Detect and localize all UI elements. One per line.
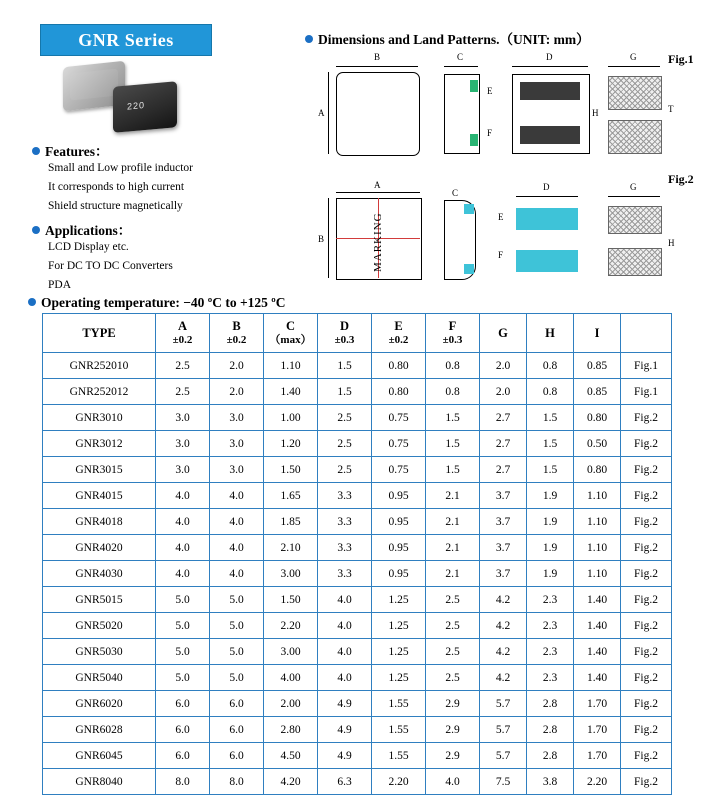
cell-value: 2.1 [426,561,480,587]
cell-value: 2.8 [527,691,574,717]
cell-value: 6.0 [210,691,264,717]
cell-value: 1.55 [372,691,426,717]
applications-item-1: For DC TO DC Converters [48,260,173,272]
table-row [43,353,672,379]
inductor-marking-code: 220 [127,99,146,112]
cell-value: 0.8 [426,379,480,405]
table-row [43,743,672,769]
cell-type: GNR5015 [43,587,156,613]
table-row [43,535,672,561]
cell-value: 1.40 [264,379,318,405]
cell-value: 1.10 [574,483,621,509]
cell-value: 0.75 [372,405,426,431]
table-body [43,353,672,795]
cell-value: 2.00 [264,691,318,717]
cell-value: 0.95 [372,535,426,561]
cell-value: 1.40 [574,587,621,613]
cell-value: 3.3 [318,509,372,535]
cell-value: 1.10 [574,509,621,535]
fig1-dim-f-label: F [487,128,493,138]
cell-value: 3.7 [480,509,527,535]
cell-type: GNR3012 [43,431,156,457]
cell-value: 1.10 [574,535,621,561]
cell-value: 6.0 [156,691,210,717]
cell-value: 1.25 [372,639,426,665]
cell-value: 2.1 [426,509,480,535]
fig2-dim-a-line [336,192,420,193]
cell-value: 2.5 [156,379,210,405]
table-row [43,691,672,717]
cell-value: 4.0 [318,613,372,639]
table-row [43,483,672,509]
cell-figure: Fig.2 [621,639,672,665]
table-row [43,639,672,665]
fig1-dim-d-label: D [546,52,553,62]
cell-value: 1.9 [527,509,574,535]
cell-value: 0.80 [574,457,621,483]
table-row [43,769,672,795]
fig2-pad-bottom [464,264,474,274]
table-row [43,457,672,483]
cell-value: 3.0 [156,405,210,431]
cell-figure: Fig.1 [621,379,672,405]
cell-value: 3.0 [210,405,264,431]
operating-temperature-text: Operating temperature: −40 ºC to +125 ºC [41,295,286,310]
fig2-dim-h-label: H [668,238,675,248]
cell-value: 1.70 [574,691,621,717]
fig2-solder-pad-bottom [608,248,662,276]
cell-value: 4.0 [156,561,210,587]
cell-figure: Fig.2 [621,509,672,535]
cell-value: 4.0 [156,509,210,535]
cell-value: 1.20 [264,431,318,457]
cell-value: 3.0 [210,431,264,457]
fig1-dim-c-label: C [457,52,464,62]
cell-value: 0.80 [372,353,426,379]
cell-figure: Fig.2 [621,691,672,717]
cell-value: 5.0 [210,639,264,665]
header-a-label: A [177,319,188,334]
header-c-tol: （max） [269,333,312,346]
fig2-dim-b-line [328,198,329,278]
fig1-solder-pad-bottom [608,120,662,154]
header-d-label: D [339,319,350,334]
fig1-land-pad-top [520,82,580,100]
cell-value: 1.9 [527,535,574,561]
cell-value: 5.0 [210,665,264,691]
header-e [372,314,426,353]
header-b-label: B [232,319,241,334]
table-header-row [43,314,672,353]
cell-value: 6.3 [318,769,372,795]
fig1-dim-d-line [512,66,588,67]
fig2-dim-c-label: C [452,188,459,198]
inductor-image-dark [113,81,177,133]
cell-value: 1.10 [264,353,318,379]
cell-value: 4.9 [318,743,372,769]
cell-value: 4.9 [318,717,372,743]
cell-value: 0.75 [372,431,426,457]
cell-value: 2.5 [426,639,480,665]
table-row [43,665,672,691]
fig2-dim-a-label: A [374,180,381,190]
cell-value: 2.1 [426,535,480,561]
features-item-2: Shield structure magnetically [48,200,183,212]
cell-value: 3.7 [480,561,527,587]
cell-value: 2.3 [527,613,574,639]
cell-type: GNR252012 [43,379,156,405]
cell-value: 5.0 [210,613,264,639]
cell-value: 4.0 [210,483,264,509]
fig1-label: Fig.1 [668,52,694,66]
features-item-1: It corresponds to high current [48,181,185,193]
fig1-pad-bottom [470,134,478,146]
cell-value: 2.3 [527,665,574,691]
features-item-0: Small and Low profile inductor [48,162,193,174]
fig2-marking-text: MARKING [372,212,384,272]
cell-value: 1.25 [372,613,426,639]
series-title-text: GNR Series [78,29,174,50]
fig1-dim-b-line [336,66,418,67]
cell-value: 2.9 [426,743,480,769]
features-heading [32,140,109,160]
cell-value: 1.55 [372,717,426,743]
header-g [480,314,527,353]
cell-value: 2.9 [426,691,480,717]
bullet-icon [28,298,36,306]
header-b [210,314,264,353]
cell-value: 1.5 [426,405,480,431]
cell-value: 1.65 [264,483,318,509]
fig2-solder-pad-top [608,206,662,234]
table-row [43,509,672,535]
cell-value: 5.7 [480,743,527,769]
header-type-label: TYPE [82,325,116,340]
cell-value: 3.00 [264,561,318,587]
cell-type: GNR5030 [43,639,156,665]
cell-value: 1.40 [574,639,621,665]
fig1-dim-t-label: T [668,104,674,114]
cell-figure: Fig.2 [621,743,672,769]
header-e-label: E [394,319,403,334]
fig2-pad-top [464,204,474,214]
fig1-dim-c-line [444,66,478,67]
cell-value: 2.5 [318,457,372,483]
specification-table [42,313,672,795]
cell-value: 3.3 [318,535,372,561]
fig1-dim-e-label: E [487,86,493,96]
fig1-land-pad-bottom [520,126,580,144]
cell-type: GNR5040 [43,665,156,691]
cell-value: 0.95 [372,483,426,509]
cell-value: 1.25 [372,665,426,691]
cell-value: 6.0 [210,743,264,769]
header-h-label: H [545,325,555,340]
cell-value: 6.0 [210,717,264,743]
table-row [43,561,672,587]
cell-value: 2.20 [264,613,318,639]
cell-value: 2.10 [264,535,318,561]
cell-value: 0.85 [574,379,621,405]
cell-value: 1.25 [372,587,426,613]
fig2-land-pad-bottom [516,250,578,272]
cell-value: 4.0 [156,535,210,561]
fig1-dim-g-line [608,66,660,67]
cell-value: 1.40 [574,665,621,691]
cell-type: GNR4018 [43,509,156,535]
cell-value: 0.85 [574,353,621,379]
cell-value: 2.5 [426,613,480,639]
cell-value: 2.5 [318,431,372,457]
table-row [43,379,672,405]
dimensions-heading [305,28,590,48]
cell-value: 0.95 [372,561,426,587]
cell-value: 4.20 [264,769,318,795]
table-row [43,405,672,431]
header-e-tol: ±0.2 [388,333,409,346]
cell-value: 1.70 [574,717,621,743]
applications-item-0: LCD Display etc. [48,241,129,253]
cell-value: 0.75 [372,457,426,483]
cell-value: 6.0 [156,717,210,743]
header-c-label: C [285,319,296,334]
cell-value: 0.8 [426,353,480,379]
cell-value: 1.70 [574,743,621,769]
cell-value: 4.00 [264,665,318,691]
cell-value: 1.50 [264,457,318,483]
cell-value: 1.5 [426,431,480,457]
cell-value: 5.0 [156,613,210,639]
header-i-label: I [594,325,600,340]
cell-value: 1.5 [527,405,574,431]
fig1-dim-g-label: G [630,52,637,62]
fig2-dim-f-label: F [498,250,504,260]
cell-value: 1.5 [318,379,372,405]
cell-value: 4.9 [318,691,372,717]
header-f [426,314,480,353]
cell-type: GNR3010 [43,405,156,431]
cell-value: 2.3 [527,639,574,665]
cell-value: 2.0 [480,379,527,405]
cell-value: 0.80 [574,405,621,431]
cell-value: 4.0 [156,483,210,509]
fig2-dim-e-label: E [498,212,504,222]
fig1-pad-top [470,80,478,92]
fig1-dim-a-label: A [318,108,325,118]
cell-type: GNR4015 [43,483,156,509]
cell-value: 4.2 [480,613,527,639]
cell-type: GNR4030 [43,561,156,587]
applications-item-2: PDA [48,279,72,291]
cell-value: 1.55 [372,743,426,769]
cell-figure: Fig.2 [621,665,672,691]
cell-value: 2.5 [156,353,210,379]
cell-value: 4.0 [210,509,264,535]
cell-type: GNR3015 [43,457,156,483]
cell-value: 7.5 [480,769,527,795]
header-type [43,314,156,353]
header-b-tol: ±0.2 [226,333,247,346]
bullet-icon [32,147,40,155]
cell-value: 1.5 [426,457,480,483]
cell-value: 2.80 [264,717,318,743]
cell-figure: Fig.2 [621,613,672,639]
cell-value: 2.20 [372,769,426,795]
cell-value: 3.8 [527,769,574,795]
cell-value: 1.40 [574,613,621,639]
fig1-top-view [336,72,420,156]
cell-value: 2.20 [574,769,621,795]
header-a-tol: ±0.2 [172,333,193,346]
applications-heading [32,219,131,239]
fig1-dim-b-label: B [374,52,381,62]
cell-type: GNR252010 [43,353,156,379]
cell-value: 2.0 [210,353,264,379]
cell-value: 5.0 [156,587,210,613]
cell-value: 2.9 [426,717,480,743]
fig1-dim-h-label: H [592,108,599,118]
cell-value: 5.0 [210,587,264,613]
table-row [43,587,672,613]
cell-value: 2.3 [527,587,574,613]
cell-figure: Fig.2 [621,431,672,457]
dimensions-heading-text: Dimensions and Land Patterns.（UNIT: mm） [318,32,590,47]
cell-value: 5.7 [480,691,527,717]
table-row [43,717,672,743]
cell-value: 4.0 [210,535,264,561]
cell-type: GNR8040 [43,769,156,795]
cell-value: 2.5 [426,587,480,613]
features-heading-text: Features： [45,144,109,159]
table-row [43,431,672,457]
cell-value: 6.0 [156,743,210,769]
operating-temperature-line [28,295,286,311]
cell-value: 4.2 [480,665,527,691]
cell-value: 1.85 [264,509,318,535]
cell-value: 2.8 [527,743,574,769]
table-row [43,613,672,639]
header-a [156,314,210,353]
cell-value: 1.5 [318,353,372,379]
cell-value: 2.0 [480,353,527,379]
cell-value: 4.2 [480,639,527,665]
cell-figure: Fig.2 [621,483,672,509]
cell-value: 3.7 [480,535,527,561]
cell-value: 3.3 [318,483,372,509]
product-photo [55,62,195,134]
header-c [264,314,318,353]
cell-value: 2.5 [318,405,372,431]
cell-value: 1.5 [527,457,574,483]
cell-value: 2.1 [426,483,480,509]
fig1-solder-pad-top [608,76,662,110]
bullet-icon [305,35,313,43]
header-d-tol: ±0.3 [334,333,355,346]
fig1-dim-a-line [328,72,329,154]
cell-value: 3.0 [156,457,210,483]
fig2-dim-g-label: G [630,182,637,192]
cell-value: 2.5 [426,665,480,691]
cell-value: 5.7 [480,717,527,743]
cell-value: 2.7 [480,431,527,457]
cell-figure: Fig.2 [621,457,672,483]
cell-figure: Fig.2 [621,535,672,561]
fig2-land-pad-top [516,208,578,230]
cell-value: 0.50 [574,431,621,457]
cell-value: 3.7 [480,483,527,509]
header-f-tol: ±0.3 [442,333,463,346]
cell-value: 3.3 [318,561,372,587]
cell-figure: Fig.1 [621,353,672,379]
cell-figure: Fig.2 [621,561,672,587]
cell-value: 0.8 [527,353,574,379]
cell-value: 3.0 [210,457,264,483]
cell-value: 5.0 [156,639,210,665]
cell-value: 4.0 [210,561,264,587]
series-title-banner [40,24,212,56]
cell-type: GNR6028 [43,717,156,743]
header-figure [621,314,672,353]
cell-value: 4.0 [318,665,372,691]
cell-value: 1.9 [527,561,574,587]
header-f-label: F [448,319,457,334]
cell-value: 2.7 [480,405,527,431]
cell-value: 2.0 [210,379,264,405]
applications-heading-text: Applications： [45,223,132,238]
header-g-label: G [498,325,508,340]
cell-value: 0.95 [372,509,426,535]
bullet-icon [32,226,40,234]
cell-value: 3.00 [264,639,318,665]
fig2-dim-d-label: D [543,182,550,192]
cell-value: 1.9 [527,483,574,509]
cell-type: GNR6045 [43,743,156,769]
cell-value: 2.8 [527,717,574,743]
cell-value: 3.0 [156,431,210,457]
cell-value: 0.8 [527,379,574,405]
cell-type: GNR6020 [43,691,156,717]
cell-value: 4.2 [480,587,527,613]
cell-value: 1.50 [264,587,318,613]
cell-figure: Fig.2 [621,769,672,795]
cell-value: 8.0 [156,769,210,795]
fig2-dim-b-label: B [318,234,325,244]
cell-figure: Fig.2 [621,717,672,743]
fig2-dim-g-line [608,196,660,197]
header-d [318,314,372,353]
cell-value: 2.7 [480,457,527,483]
cell-value: 1.00 [264,405,318,431]
cell-value: 5.0 [156,665,210,691]
cell-type: GNR5020 [43,613,156,639]
cell-value: 1.5 [527,431,574,457]
header-i [574,314,621,353]
cell-value: 4.0 [318,639,372,665]
cell-value: 4.0 [426,769,480,795]
cell-value: 1.10 [574,561,621,587]
cell-value: 8.0 [210,769,264,795]
cell-type: GNR4020 [43,535,156,561]
fig2-dim-d-line [516,196,578,197]
cell-figure: Fig.2 [621,405,672,431]
cell-figure: Fig.2 [621,587,672,613]
fig2-label: Fig.2 [668,172,694,186]
cell-value: 4.0 [318,587,372,613]
header-h [527,314,574,353]
cell-value: 4.50 [264,743,318,769]
cell-value: 0.80 [372,379,426,405]
